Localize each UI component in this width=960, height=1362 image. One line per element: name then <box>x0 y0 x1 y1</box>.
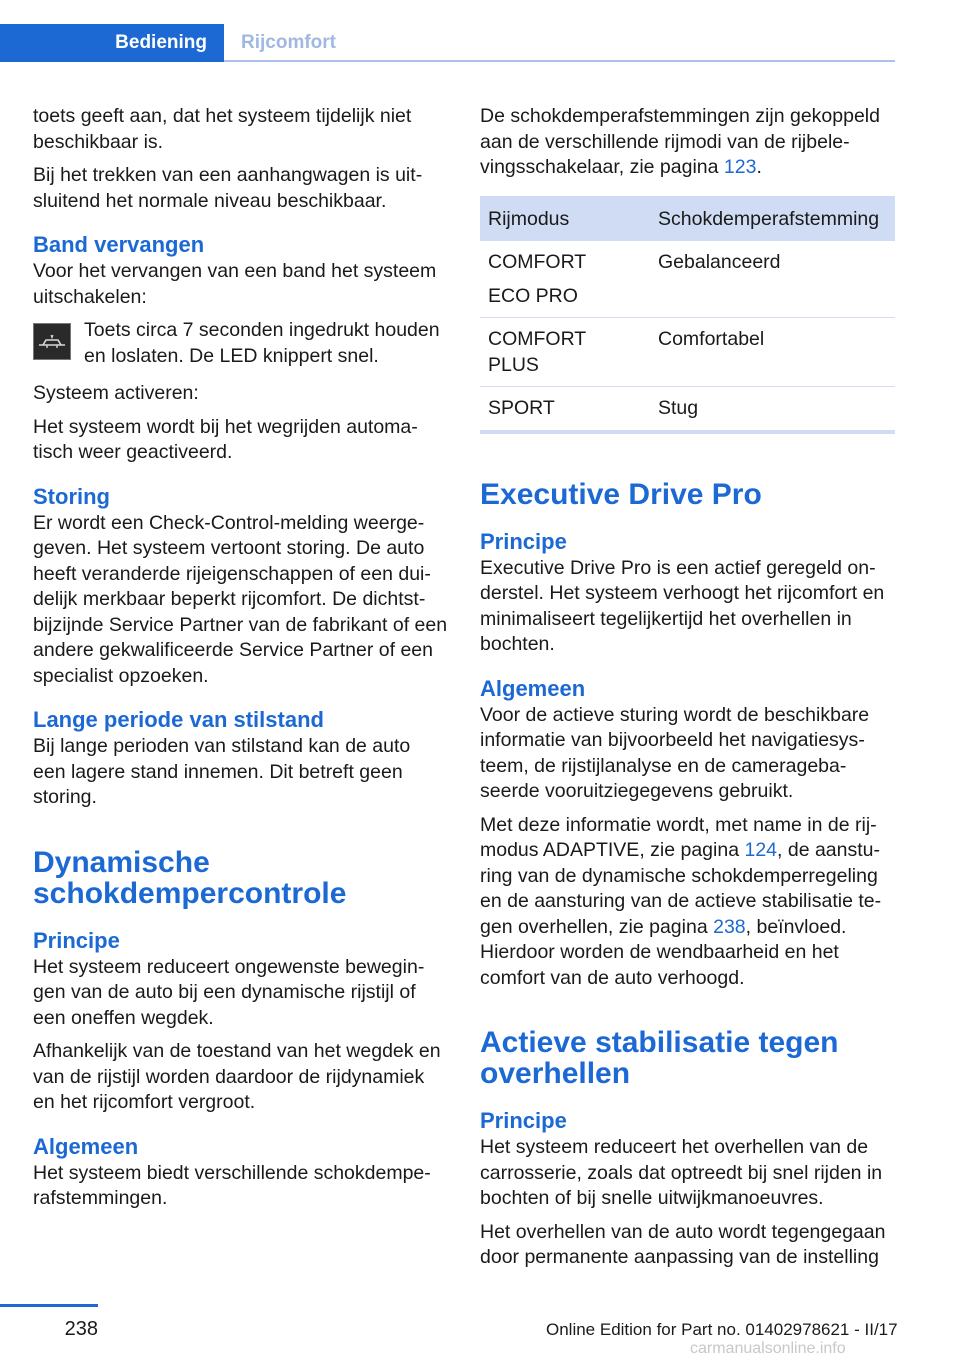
right-column <box>480 104 895 1279</box>
chapter-heading-executive-drive-pro: Executive Drive Pro <box>480 477 762 511</box>
paragraph: Het systeem reduceert het overhellen van de carrosserie, zoals dat optreedt bij snel rijden in bochten of bij snelle uitwijkmanoeuvres. <box>480 1136 883 1209</box>
table-header-rijmodus: Rijmodus <box>480 196 650 242</box>
left-column <box>33 104 448 1220</box>
paragraph: Voor de actieve sturing wordt de beschikbare informatie van bijvoorbeeld het navigatiesysteem, de rijstijlanalyse en de cameragеbaseerde vooruitziegegevens gebruikt. <box>480 703 870 802</box>
text-fragment: Met deze informatie wordt, met name in de rijmodus ADAPTIVE, zie pagina <box>480 813 877 861</box>
table-row <box>480 241 895 318</box>
paragraph: Executive Drive Pro is een actief geregeld onderstel. Het systeem verhoogt het rijcomfort en minimaliseert tegelijkertijd het overhellen in bochten. <box>480 556 885 655</box>
section-heading-band-vervangen: Band vervangen <box>33 232 205 257</box>
watermark: carmanualsonline.info <box>690 1340 846 1357</box>
chapter-heading-actieve-stabilisatie: Actieve stabilisatie tegen overhellen <box>480 1026 839 1090</box>
paragraph: Het systeem reduceert ongewenste bewegingen van de auto bij een dynamische rijstijl of een oneffen wegdek. <box>33 955 425 1029</box>
section-heading-storing: Storing <box>33 483 110 509</box>
paragraph: Het systeem wordt bij het wegrijden automatisch weer geactiveerd. <box>33 415 418 463</box>
car-height-button-icon-graphic <box>37 334 67 350</box>
section-heading-algemeen: Algemeen <box>480 675 586 701</box>
section-heading-principe: Principe <box>33 927 120 953</box>
paragraph: Het systeem biedt verschillende schokdemperafstemmingen. <box>33 1161 431 1209</box>
text-fragment: , de aansturing van de dynamische schokdemperregeling en de aansturing van de actieve stabilisatie tegen overhellen, zie pagina <box>480 839 882 938</box>
table-row <box>480 318 895 387</box>
intro-end: . <box>756 156 762 178</box>
table-cell-value: Comfortabel <box>650 318 895 387</box>
section-heading-algemeen: Algemeen <box>33 1133 139 1159</box>
section-heading-principe: Principe <box>480 528 567 554</box>
paragraph <box>480 104 895 181</box>
page-link-124[interactable]: 124 <box>744 839 778 861</box>
tab-bediening[interactable]: Bediening <box>0 24 224 62</box>
table-header-row <box>480 196 895 242</box>
paragraph: Het overhellen van de auto wordt tegengegaan door permanente aanpassing van de instelling <box>480 1220 886 1268</box>
header-tabs <box>0 24 895 62</box>
chapter-heading-dynamische-schokdempercontrole: Dynamische schokdempercontrole <box>33 845 347 910</box>
table-cell-mode: COMFORT PLUS <box>480 318 650 387</box>
footer-rule <box>0 1304 98 1307</box>
table-cell-mode-line: COMFORT <box>488 251 587 273</box>
text-fragment: , beïnvloed. Hierdoor worden de wendbaarheid en het comfort van de auto verhoogd. <box>480 915 847 989</box>
paragraph: toets geeft aan, dat het systeem tijdelijk niet beschikbaar is. <box>33 105 412 153</box>
page-link-238[interactable]: 238 <box>713 915 746 938</box>
table-cell-mode <box>480 241 650 318</box>
table-cell-mode-line: ECO PRO <box>488 284 578 307</box>
page-number: 238 <box>64 1318 98 1340</box>
table-cell-mode: SPORT <box>480 387 650 432</box>
table-header-schokdemperafstemming: Schokdemperafstemming <box>650 196 895 242</box>
car-height-button-icon <box>33 323 71 360</box>
icon-instruction-text: Toets circa 7 seconden ingedrukt houden en loslaten. De LED knippert snel. <box>84 319 440 367</box>
section-heading-lange-periode: Lange periode van stilstand <box>33 707 324 732</box>
paragraph <box>480 813 895 992</box>
paragraph: Er wordt een Check-Control-melding weergegeven. Het systeem vertoont storing. De auto heeft veranderde rijeigenschappen of een duidelijk merkbaar beperkt rijcomfort. De dichtstbijzijnde Service Partner van de fabrikant of een andere gekwalificeerde Service Partner of een specialist opzoeken. <box>33 511 448 687</box>
table-row <box>480 387 895 432</box>
paragraph: Bij het trekken van een aanhangwagen is uitsluitend het normale niveau beschikbaar. <box>33 164 423 212</box>
edition-label: Online Edition for Part no. 01402978621 - II/17 <box>546 1320 898 1339</box>
paragraph: Systeem activeren: <box>33 382 199 404</box>
intro-text: De schokdemperafstemmingen zijn gekoppeld aan de verschillende rijmodi van de rijbelevingsschakelaar, zie pagina <box>480 105 880 178</box>
damper-table <box>480 196 895 434</box>
paragraph: Afhankelijk van de toestand van het wegdek en van de rijstijl worden daardoor de rijdynamiek en het rijcomfort vergroot. <box>33 1040 441 1113</box>
icon-instruction <box>33 318 448 369</box>
paragraph: Voor het vervangen van een band het systeem uitschakelen: <box>33 260 437 308</box>
table-cell-value: Stug <box>650 387 895 432</box>
page-link-123[interactable]: 123 <box>723 156 757 178</box>
section-heading-principe: Principe <box>480 1108 567 1133</box>
tab-rijcomfort[interactable]: Rijcomfort <box>241 32 336 53</box>
table-cell-value: Gebalanceerd <box>650 241 895 318</box>
paragraph: Bij lange perioden van stilstand kan de auto een lagere stand innemen. Dit betreft geen storing. <box>33 735 411 808</box>
